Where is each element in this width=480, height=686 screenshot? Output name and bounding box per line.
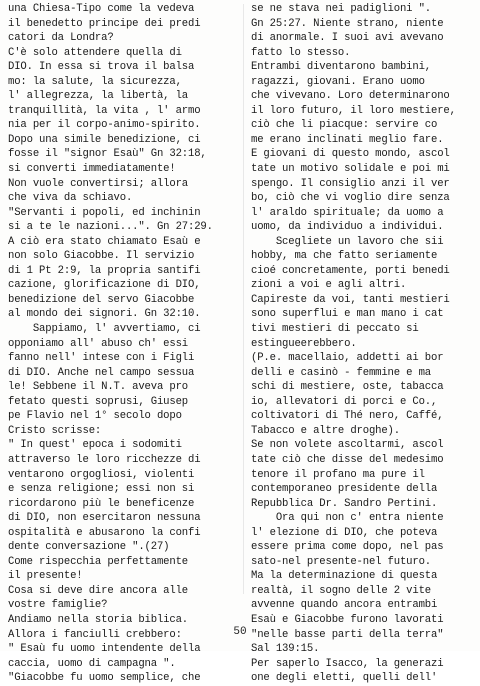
- text-line: fosse il "signor Esaù" Gn 32:18,: [8, 148, 207, 161]
- text-line: C'è solo attendere quella di: [8, 46, 182, 59]
- text-line: " In quest' epoca i sodomiti: [8, 439, 182, 452]
- text-line: contemporaneo presidente della: [251, 483, 438, 496]
- text-line: " Esaù fu uomo intendente della: [8, 643, 201, 656]
- text-line: ciò che li piacque: servire co: [251, 119, 438, 132]
- text-line: estingueerebbero.: [251, 337, 357, 350]
- text-line: Scegliete un lavoro che sii: [251, 235, 444, 248]
- text-line: Per saperlo Isacco, la generazi: [251, 657, 444, 670]
- text-line: sono superflui e man mano i cat: [251, 308, 444, 321]
- text-line: non solo Giacobbe. Il servizio: [8, 250, 195, 263]
- text-line: opponiamo all' abuso ch' essi: [8, 337, 189, 350]
- text-line: ricordarono più le beneficenze: [8, 497, 195, 510]
- text-line: cazione, glorificazione di DIO,: [8, 279, 201, 292]
- text-line: Non vuole convertirsi; allora: [8, 177, 189, 190]
- right-text-column: [251, 2, 477, 686]
- text-line: attraverso le loro ricchezze di: [8, 453, 201, 466]
- page-number: 50: [233, 626, 247, 638]
- text-line: "Servanti i popoli, ed inchinin: [8, 206, 201, 219]
- text-line: ospitalità e abusarono la confi: [8, 526, 201, 539]
- text-line: Capireste da voi, tanti mestieri: [251, 293, 450, 306]
- text-line: ventarono orgogliosi, violenti: [8, 468, 195, 481]
- text-line: che viva da schiavo.: [8, 192, 133, 205]
- text-line: avvenne quando ancora entrambi: [251, 599, 438, 612]
- text-line: di 1 Pt 2:9, la propria santifi: [8, 264, 201, 277]
- text-line: Come rispecchia perfettamente: [8, 555, 189, 568]
- text-line: io, allevatori di porci e Co.,: [251, 395, 438, 408]
- text-line: fetato questi soprusi, Giusep: [8, 395, 189, 408]
- text-line: il loro futuro, il loro mestiere,: [251, 104, 456, 117]
- text-line: di DIO, non esercitaron nessuna: [8, 512, 201, 525]
- text-line: sato-nel presente-nel futuro.: [251, 555, 432, 568]
- text-line: schi di mestiere, oste, tabacca: [251, 381, 444, 394]
- text-line: me erano inclinati meglio fare.: [251, 133, 444, 146]
- text-line: catori da Londra?: [8, 32, 114, 45]
- text-line: Repubblica Dr. Sandro Pertini.: [251, 497, 438, 510]
- text-line: Cosa si deve dire ancora alle: [8, 584, 189, 597]
- text-line: mo: la salute, la sicurezza,: [8, 75, 182, 88]
- text-line: tenore il profano ma pure il: [251, 468, 425, 481]
- text-line: tivi mestieri di peccato si: [251, 323, 419, 336]
- text-line: si converti immediatamente!: [8, 163, 176, 176]
- text-line: hobby, ma che fatto seriamente: [251, 250, 438, 263]
- text-line: uomo, da individuo a individui.: [251, 221, 444, 234]
- text-line: Dopo una simile benedizione, ci: [8, 133, 201, 146]
- text-line: Ora qui non c' entra niente: [251, 512, 444, 525]
- text-line: DIO. In essa si trova il balsa: [8, 61, 195, 74]
- text-line: le! Sebbene il N.T. aveva pro: [8, 381, 189, 394]
- text-line: (P.e. macellaio, addetti ai bor: [251, 352, 444, 365]
- text-line: il benedetto principe dei predi: [8, 17, 201, 30]
- text-line: fanno nell' intese con i Figli: [8, 352, 195, 365]
- text-line: Cristo scrisse:: [8, 424, 102, 437]
- text-line: Se non volete ascoltarmi, ascol: [251, 439, 444, 452]
- text-line: e senza religione; essi non si: [8, 483, 195, 496]
- text-line: Sal 139:15.: [251, 643, 320, 656]
- text-line: di DIO. Anche nel campo sessua: [8, 366, 195, 379]
- column-divider: [243, 4, 244, 594]
- text-line: si a te le nazioni...". Gn 27:29.: [8, 221, 213, 234]
- text-line: se ne stava nei padiglioni ".: [251, 3, 432, 15]
- text-line: Andiamo nella storia biblica.: [8, 613, 189, 626]
- text-line: E giovani di questo mondo, ascol: [251, 148, 450, 161]
- text-line: spengo. Il consiglio anzi il ver: [251, 177, 450, 190]
- text-line: tate ciò che disse del medesimo: [251, 453, 444, 466]
- text-line: realtà, il sogno delle 2 vite: [251, 584, 432, 597]
- text-line: essere prima come dopo, nel pas: [251, 541, 444, 554]
- text-line: fatto lo stesso.: [251, 46, 351, 59]
- text-line: Gn 25:27. Niente strano, niente: [251, 17, 444, 30]
- text-line: tate un motivo solidale e poi mi: [251, 163, 450, 176]
- text-line: al mondo dei signori. Gn 32:10.: [8, 308, 201, 321]
- text-line: zioni a voi e agli altri.: [251, 279, 407, 292]
- text-line: l' elezione di DIO, che poteva: [251, 526, 438, 539]
- text-line: dente conversazione ".(27): [8, 541, 170, 554]
- text-line: A ciò era stato chiamato Esaù e: [8, 235, 201, 248]
- text-line: one degli eletti, quelli dell': [251, 672, 438, 685]
- text-line: "Giacobbe fu uomo semplice, che: [8, 672, 201, 685]
- text-line: pe Flavio nel 1° secolo dopo: [8, 410, 182, 423]
- text-line: tranquillità, la vita , l' armo: [8, 104, 201, 117]
- text-line: benedizione del servo Giacobbe: [8, 293, 195, 306]
- text-line: vostre famiglie?: [8, 599, 108, 612]
- text-line: bo, ciò che vi voglio dire senza: [251, 192, 450, 205]
- text-line: nia per il corpo-animo-spirito.: [8, 119, 201, 132]
- text-line: Entrambi diventarono bambini,: [251, 61, 432, 74]
- text-line: Ma la determinazione di questa: [251, 570, 438, 583]
- text-line: Tabacco e altre droghe).: [251, 424, 400, 437]
- text-line: l' araldo spirituale; da uomo a: [251, 206, 444, 219]
- text-line: caccia, uomo di campagna ".: [8, 657, 176, 670]
- text-line: ragazzi, giovani. Erano uomo: [251, 75, 425, 88]
- left-text-column: [8, 2, 236, 686]
- text-line: coltivatori di Thé nero, Caffé,: [251, 410, 444, 423]
- text-line: una Chiesa-Tipo come la vedeva: [8, 3, 195, 15]
- text-line: Sappiamo, l' avvertiamo, ci: [8, 323, 201, 336]
- text-line: che vivevano. Loro determinarono: [251, 90, 450, 103]
- text-line: l' allegrezza, la libertà, la: [8, 90, 189, 103]
- text-line: Esaù e Giacobbe furono lavorati: [251, 613, 444, 626]
- text-line: cioé concretamente, porti benedi: [251, 264, 450, 277]
- text-line: delli e casinò - femmine e ma: [251, 366, 432, 379]
- text-line: il presente!: [8, 570, 83, 583]
- text-line: di anormale. I suoi avi avevano: [251, 32, 444, 45]
- text-line: "nelle basse parti della terra": [251, 628, 444, 641]
- text-line: Allora i fanciulli crebbero:: [8, 628, 182, 641]
